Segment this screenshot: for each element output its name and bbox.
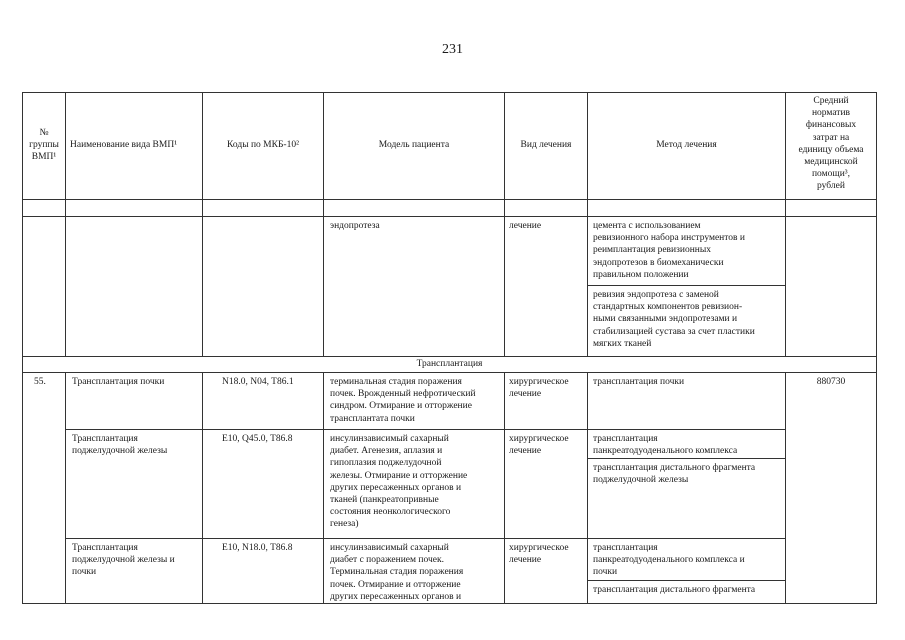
row-divider [587, 458, 785, 459]
row-divider [22, 356, 877, 357]
header-patient-model: Модель пациента [378, 140, 450, 150]
row-method-2: трансплантация дистального фрагмента поджелудочной железы [593, 463, 756, 486]
col-divider [323, 92, 324, 356]
col-divider [587, 372, 588, 604]
row-treatment-type: хирургическое лечение [509, 434, 569, 457]
row-patient-model: инсулинзависимый сахарный диабет с поражением почек. Терминальная стадия поражения почек. Отмирание и отторжение других пересаженных органов и [330, 543, 464, 602]
row-divider [587, 285, 785, 286]
section-title: Трансплантация [416, 359, 483, 369]
row-method-1: трансплантация панкреатодуоденального комплекса и почки [593, 543, 745, 578]
row-patient-model: терминальная стадия поражения почек. Врожденный нефротический синдром. Отмирание и отторжение трансплантата почки [330, 377, 476, 424]
row-method-2: трансплантация дистального фрагмента [593, 585, 756, 595]
col-divider [323, 372, 324, 604]
row-icd-codes: E10, Q45.0, T86.8 [222, 434, 293, 444]
row-method-1: трансплантация панкреатодуоденального комплекса [593, 434, 738, 457]
row-vmp-name: Трансплантация поджелудочной железы [72, 434, 168, 457]
row-divider [22, 199, 877, 200]
continuation-method-2: ревизия эндопротеза с заменой стандартных компонентов ревизион- ными связанными эндопротезами и стабилизацией сустава за счет пластики мягких тканей [593, 290, 755, 349]
row-divider [587, 580, 785, 581]
continuation-patient-model: эндопротеза [330, 221, 380, 231]
page-number: 231 [442, 42, 463, 57]
col-divider [65, 372, 66, 604]
row-icd-codes: E10, N18.0, T86.8 [222, 543, 293, 553]
header-treatment-method: Метод лечения [656, 140, 717, 150]
col-divider [504, 92, 505, 356]
row-group-number: 55. [34, 377, 46, 387]
continuation-treatment-type: лечение [509, 221, 542, 231]
row-divider [22, 216, 877, 217]
row-treatment-type: хирургическое лечение [509, 377, 569, 400]
row-divider [65, 538, 785, 539]
header-treatment-type: Вид лечения [520, 140, 572, 150]
header-vmp-name: Наименование вида ВМП¹ [70, 140, 178, 150]
row-patient-model: инсулинзависимый сахарный диабет. Агенезия, аплазия и гипоплазия поджелудочной железы. Отмирание и отторжение других пересаженных органов и тканей (панкреатопривные состояния неонкологического генеза) [330, 434, 468, 530]
header-average-cost: Средний норматив финансовых затрат на единицу объема медицинской помощи³, рублей [798, 96, 864, 192]
row-vmp-name: Трансплантация почки [72, 377, 165, 387]
row-icd-codes: N18.0, N04, T86.1 [222, 377, 294, 387]
header-icd-codes: Коды по МКБ-10² [227, 140, 299, 150]
continuation-method-1: цемента с использованием ревизионного набора инструментов и реимплантация ревизионных эндопротезов в биомеханически правильном положении [593, 221, 745, 280]
col-divider [587, 92, 588, 356]
row-treatment-type: хирургическое лечение [509, 543, 569, 566]
col-divider [504, 372, 505, 604]
col-divider [202, 372, 203, 604]
col-divider [202, 92, 203, 356]
row-divider [22, 372, 877, 373]
row-divider [65, 429, 785, 430]
header-group-number: № группы ВМП¹ [29, 128, 59, 163]
col-divider [65, 92, 66, 356]
row-vmp-name: Трансплантация поджелудочной железы и почки [72, 543, 175, 578]
col-divider [785, 372, 786, 604]
row-average-cost: 880730 [816, 377, 846, 387]
row-method-1: трансплантация почки [593, 377, 685, 387]
